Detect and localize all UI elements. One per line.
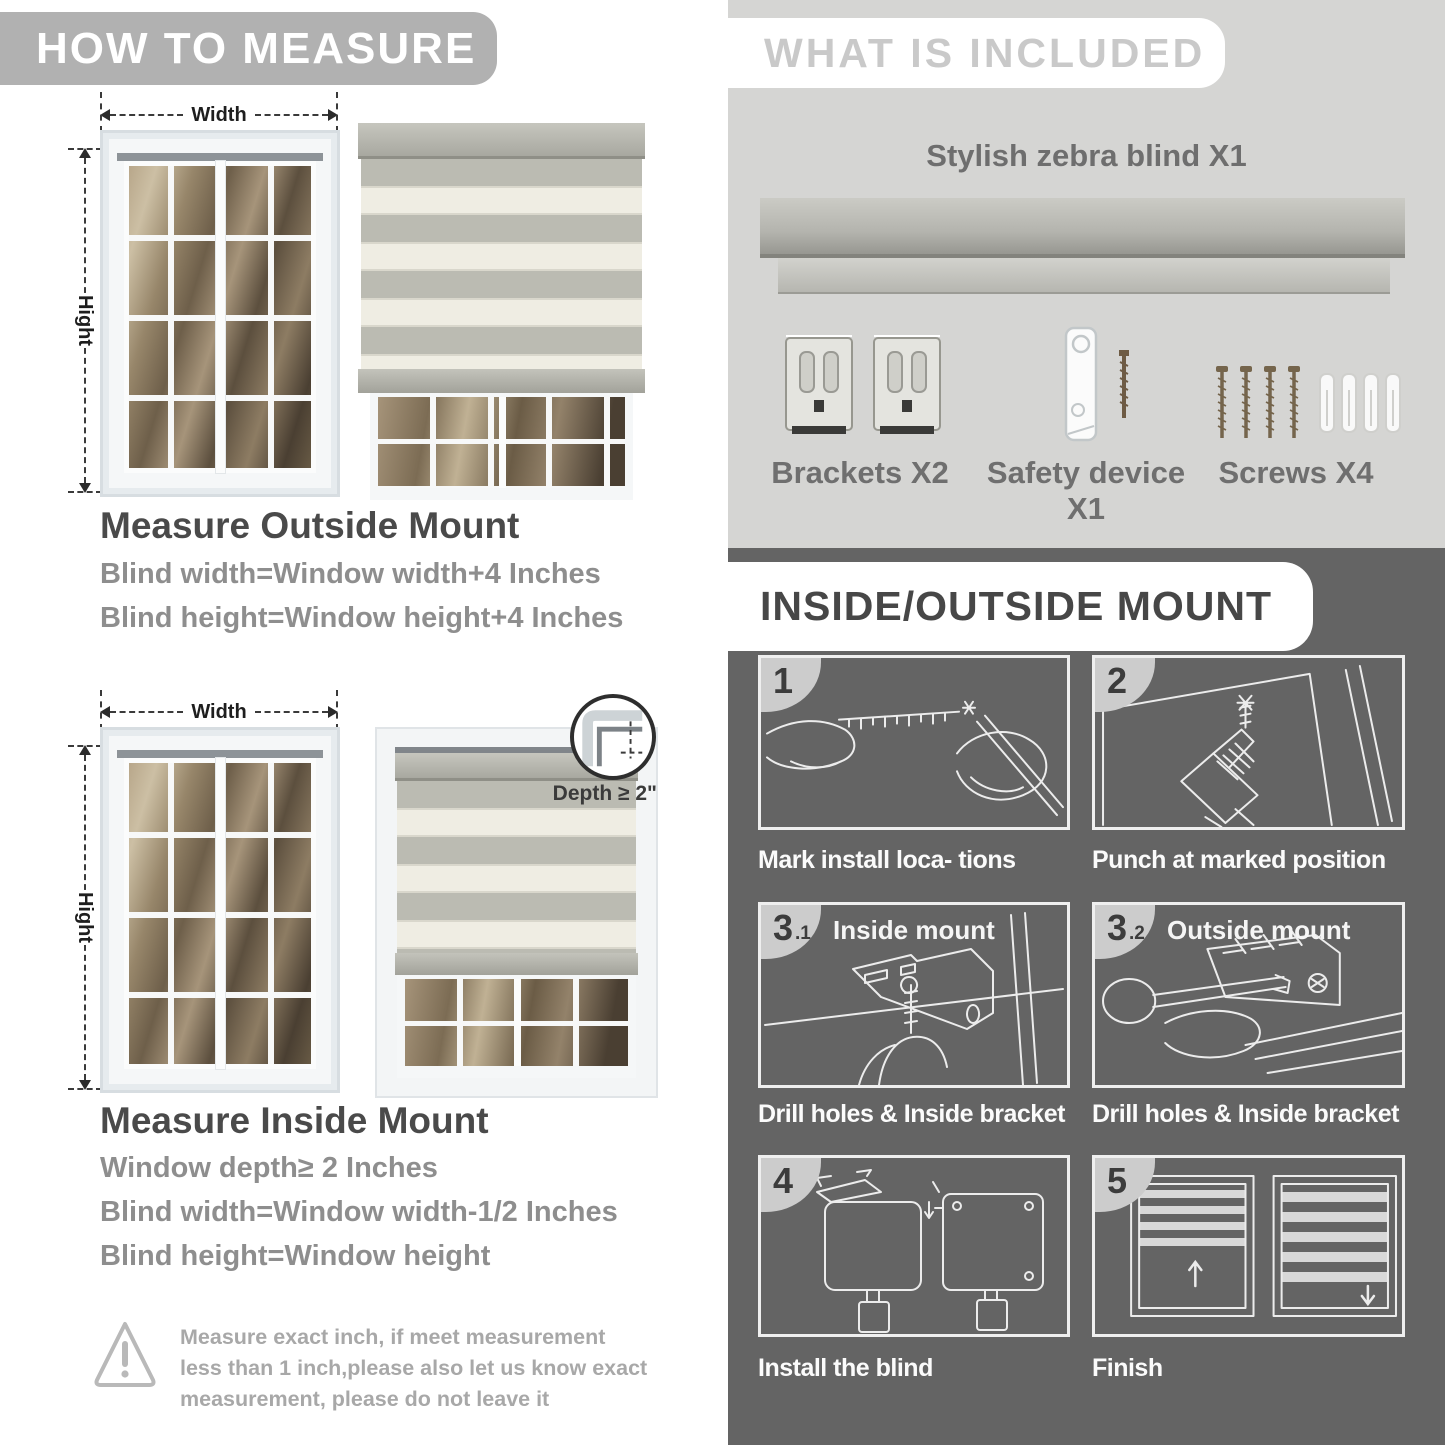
width-end-tick [100,690,102,730]
inside-mount-panel-title: Inside mount [833,915,995,945]
what-is-included-header: WHAT IS INCLUDED [728,18,1225,88]
height-end-tick [68,1088,102,1090]
step-caption-2: Punch at marked position [1092,846,1386,874]
inside-width-label: Width [183,701,254,724]
step-badge: 2 [1095,658,1155,712]
blind-zebra-fabric [397,781,636,953]
outside-mount-window-photo [100,130,340,497]
inside-mount-line: Blind height=Window height [100,1240,491,1272]
step-badge: 1 [761,658,821,712]
window-below-blind [370,393,633,500]
window-corner-detail [574,698,652,776]
brackets-icon [778,330,948,442]
blind-zebra-fabric [361,159,642,369]
width-end-tick [100,92,102,132]
height-end-tick [68,491,102,493]
outside-width-label: Width [183,104,254,127]
safety-device-icon [1038,322,1158,452]
step-caption-3-2: Drill holes & Inside bracket [1092,1100,1399,1128]
step-panel-1 [758,655,1070,830]
depth-label: Depth ≥ 2" [552,782,657,805]
outside-height-arrow [72,148,98,493]
safety-device-label: Safety device X1 [986,455,1186,526]
what-is-included-section [728,0,1445,548]
step-panel-3-1 [758,902,1070,1088]
blind-bottom-rail [395,953,638,975]
brackets-label: Brackets X2 [771,455,949,490]
step-panel-3-2 [1092,902,1405,1088]
width-end-tick [336,92,338,132]
outside-mount-blind-photo [358,123,645,500]
step-panel-2 [1092,655,1405,830]
window-below-blind [397,975,636,1078]
outside-height-label: Hight [68,293,103,348]
blind-valance-photo [778,258,1390,292]
step-badge: 4 [761,1158,821,1212]
blind-bottom-rail [358,369,645,393]
step-badge: 3 .1 [761,905,821,959]
inside-height-label: Hight [68,890,103,945]
blind-cassette [358,123,645,159]
inside-height-arrow [72,745,98,1090]
step-panel-5 [1092,1155,1405,1337]
step-caption-3-1: Drill holes & Inside bracket [758,1100,1065,1128]
inside-mount-title: Measure Inside Mount [100,1100,489,1141]
inside-mount-line: Window depth≥ 2 Inches [100,1152,438,1184]
warning-triangle-icon [92,1316,158,1390]
height-end-tick [68,148,102,150]
outside-mount-line: Blind height=Window height+4 Inches [100,602,624,634]
screws-label: Screws X4 [1218,455,1374,490]
outside-mount-panel-title: Outside mount [1167,915,1351,945]
blind-headrail-photo [760,198,1405,258]
width-end-tick [336,690,338,730]
mount-header: INSIDE/OUTSIDE MOUNT [728,562,1313,651]
screws-icon [1208,360,1408,448]
mount-instructions-section [728,548,1445,1445]
step-caption-5: Finish [1092,1354,1163,1382]
how-to-measure-section [0,0,722,1445]
outside-mount-line: Blind width=Window width+4 Inches [100,558,601,590]
step-badge: 5 [1095,1158,1155,1212]
step-badge: 3 .2 [1095,905,1155,959]
step-caption-1: Mark install loca- tions [758,846,1016,874]
depth-magnifier-icon [570,694,656,780]
outside-width-arrow [100,103,338,127]
inside-mount-window-photo [100,727,340,1093]
how-to-measure-header: HOW TO MEASURE [0,12,497,85]
measure-warning-text: Measure exact inch, if meet measurement less than 1 inch,please also let us know exact measurement, please do not leave it [180,1325,648,1411]
step-panel-4 [758,1155,1070,1337]
inside-mount-line: Blind width=Window width-1/2 Inches [100,1196,618,1228]
product-label: Stylish zebra blind X1 [926,138,1247,173]
step-caption-4: Install the blind [758,1354,933,1382]
inside-width-arrow [100,700,338,724]
outside-mount-title: Measure Outside Mount [100,505,520,546]
height-end-tick [68,745,102,747]
